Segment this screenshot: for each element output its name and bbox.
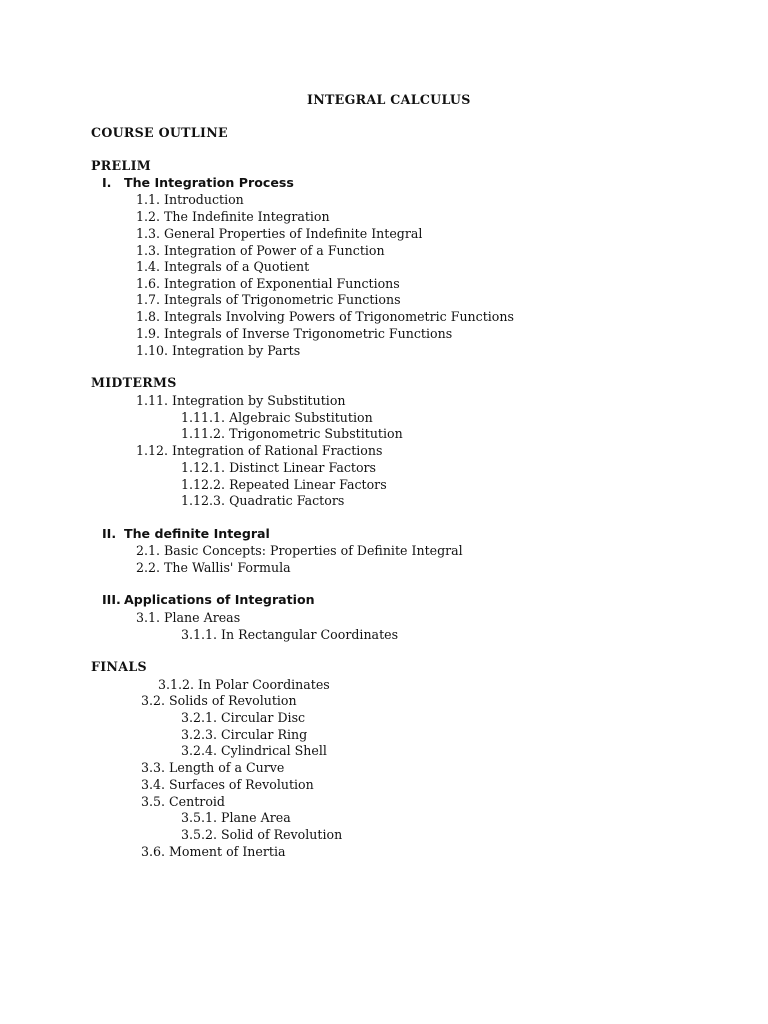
list-item: 2.1. Basic Concepts: Properties of Definite Integral [136, 543, 463, 558]
list-item: 1.12. Integration of Rational Fractions [136, 443, 383, 458]
list-item: 3.6. Moment of Inertia [141, 844, 286, 859]
list-item: 1.11.1. Algebraic Substitution [181, 410, 373, 425]
list-item: 3.2.1. Circular Disc [181, 710, 306, 725]
midterms-heading: MIDTERMS [91, 375, 177, 390]
list-item: 1.2. The Indefinite Integration [136, 209, 330, 224]
list-item: 3.5.1. Plane Area [181, 810, 291, 825]
list-item: 1.1. Introduction [136, 192, 244, 207]
list-item: 3.4. Surfaces of Revolution [141, 777, 314, 792]
section-iii-numeral: III. [102, 592, 121, 607]
list-item: 3.2. Solids of Revolution [141, 693, 297, 708]
list-item: 3.2.4. Cylindrical Shell [181, 743, 327, 758]
section-i-numeral: I. [102, 175, 112, 190]
section-iii-title: Applications of Integration [124, 592, 315, 607]
list-item: 1.12.3. Quadratic Factors [181, 493, 345, 508]
list-item: 1.4. Integrals of a Quotient [136, 259, 310, 274]
list-item: 1.7. Integrals of Trigonometric Functions [136, 292, 401, 307]
finals-heading: FINALS [91, 659, 147, 674]
document-title: INTEGRAL CALCULUS [307, 92, 471, 107]
list-item: 3.1. Plane Areas [136, 610, 241, 625]
list-item: 3.5. Centroid [141, 794, 225, 809]
list-item: 1.10. Integration by Parts [136, 343, 301, 358]
list-item: 1.3. General Properties of Indefinite Integral [136, 226, 423, 241]
list-item: 2.2. The Wallis' Formula [136, 560, 291, 575]
section-ii-numeral: II. [102, 526, 117, 541]
list-item: 1.3. Integration of Power of a Function [136, 243, 385, 258]
list-item: 1.12.2. Repeated Linear Factors [181, 477, 387, 492]
section-i-title: The Integration Process [124, 175, 294, 190]
prelim-heading: PRELIM [91, 158, 152, 173]
list-item: 1.11.2. Trigonometric Substitution [181, 426, 403, 441]
section-ii-title: The definite Integral [124, 526, 270, 541]
list-item: 1.8. Integrals Involving Powers of Trigonometric Functions [136, 309, 514, 324]
list-item: 1.12.1. Distinct Linear Factors [181, 460, 377, 475]
list-item: 1.11. Integration by Substitution [136, 393, 346, 408]
list-item: 3.2.3. Circular Ring [181, 727, 308, 742]
list-item: 1.6. Integration of Exponential Functions [136, 276, 400, 291]
course-outline-heading: COURSE OUTLINE [91, 125, 228, 140]
list-item: 3.1.1. In Rectangular Coordinates [181, 627, 399, 642]
list-item: 1.9. Integrals of Inverse Trigonometric Functions [136, 326, 453, 341]
list-item: 3.1.2. In Polar Coordinates [158, 677, 330, 692]
list-item: 3.3. Length of a Curve [141, 760, 285, 775]
list-item: 3.5.2. Solid of Revolution [181, 827, 343, 842]
